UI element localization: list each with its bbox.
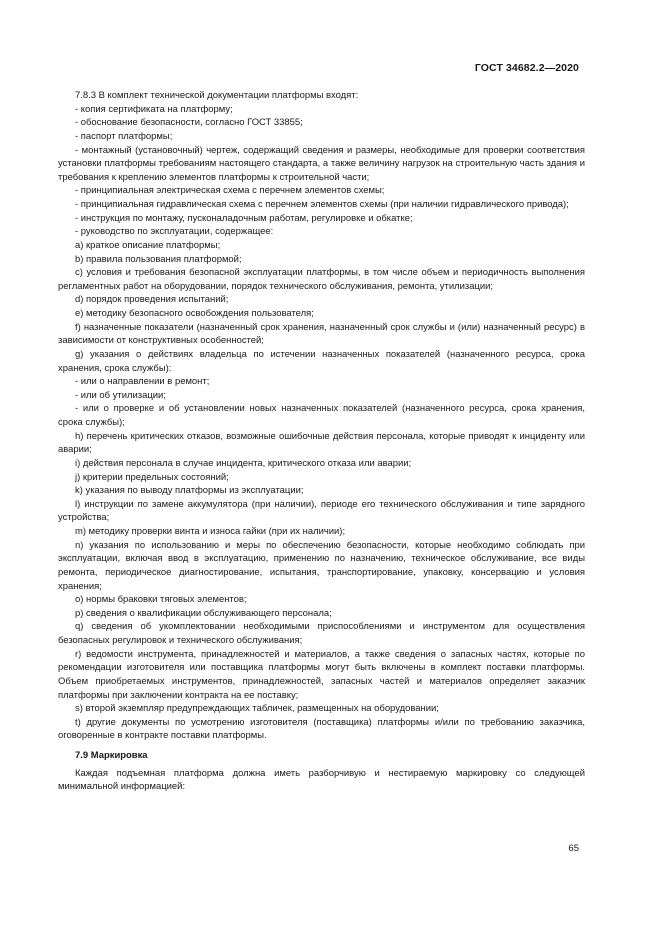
list-item: m) методику проверки винта и износа гайки (при их наличии); bbox=[75, 526, 346, 537]
list-item: - или об утилизации; bbox=[75, 389, 166, 401]
document-body bbox=[58, 89, 585, 794]
list-item: n) указания по использованию и меры по обеспечению безопасности, которые необходимо соблюдать при эксплуатации, включая ввод в эксплуатацию, применению по назначению, техническое обслуживание, все виды ремонта, периодическое диагностирование, испытания, транспортирование, упаковку, консервацию и условия хранения; bbox=[58, 539, 585, 592]
list-item: - принципиальная электрическая схема с перечнем элементов схемы; bbox=[75, 185, 385, 197]
list-item: - принципиальная гидравлическая схема с перечнем элементов схемы (при наличии гидравлического привода); bbox=[75, 199, 569, 210]
list-item: j) критерии предельных состояний; bbox=[75, 471, 229, 483]
list-item: - или о проверке и об установлении новых назначенных показателей (назначенного ресурса, срока хранения, срока службы); bbox=[58, 403, 585, 428]
list-item: f) назначенные показатели (назначенный срок хранения, назначенный срок службы и (или) назначенный ресурс) в зависимости от конструктивных особенностей; bbox=[58, 321, 585, 347]
list-item: d) порядок проведения испытаний; bbox=[75, 294, 229, 306]
list-item: t) другие документы по усмотрению изготовителя (поставщика) платформы и/или по требованию заказчика, оговоренные в контракте поставки платформы. bbox=[58, 716, 585, 742]
page-number: 65 bbox=[568, 843, 579, 854]
list-item: - монтажный (установочный) чертеж, содержащий сведения и размеры, необходимые для проверки соответствия установки платформы требованиям настоящего стандарта, а также величину нагрузок на строительную часть здания и требования к креплению элементов платформы к строительной части; bbox=[58, 144, 585, 183]
paragraph-7-8-3: 7.8.3 В комплект технической документации платформы входят: bbox=[75, 90, 359, 101]
list-item: - инструкция по монтажу, пусконаладочным работам, регулировке и обкатке; bbox=[75, 212, 413, 224]
list-item: g) указания о действиях владельца по истечении назначенных показателей (назначенного ресурса, срока хранения, срока службы): bbox=[58, 348, 585, 374]
list-item: - руководство по эксплуатации, содержащее: bbox=[75, 226, 274, 238]
list-item: - или о направлении в ремонт; bbox=[75, 376, 210, 388]
list-item: e) методику безопасного освобождения пользователя; bbox=[75, 308, 314, 319]
list-item: - копия сертификата на платформу; bbox=[75, 103, 233, 115]
list-item: r) ведомости инструмента, принадлежностей и материалов, а также сведения о запасных частях, которые по рекомендации изготовителя или поставщика платформы могут быть включены в комплект поставки платформы. Объем приобретаемых инструментов, принадлежностей, запасных частей и материалов определяет заказчик платформы при заключении контракта на ее поставку; bbox=[58, 648, 585, 701]
list-item: s) второй экземпляр предупреждающих табличек, размещенных на оборудовании; bbox=[75, 703, 439, 715]
list-item: q) сведения об укомплектовании необходимыми приспособлениями и инструментом для осуществления безопасных регулировок и технического обслуживания; bbox=[58, 621, 585, 646]
list-item: - обоснование безопасности, согласно ГОСТ 33855; bbox=[75, 117, 303, 129]
list-item: a) краткое описание платформы; bbox=[75, 239, 221, 251]
list-item: h) перечень критических отказов, возможные ошибочные действия персонала, которые приводят к инциденту или аварии; bbox=[58, 430, 585, 456]
list-item: l) инструкции по замене аккумулятора (при наличии), периоде его технического обслуживания и типе зарядного устройства; bbox=[58, 498, 585, 524]
section-paragraph: Каждая подъемная платформа должна иметь разборчивую и нестираемую маркировку со следующей минимальной информацией: bbox=[58, 767, 585, 793]
list-item: b) правила пользования платформой; bbox=[75, 253, 242, 265]
list-item: - паспорт платформы; bbox=[75, 130, 173, 142]
document-code: ГОСТ 34682.2—2020 bbox=[474, 62, 579, 74]
list-item: k) указания по выводу платформы из эксплуатации; bbox=[75, 485, 304, 497]
list-item: i) действия персонала в случае инцидента, критического отказа или аварии; bbox=[75, 457, 412, 469]
list-item: c) условия и требования безопасной эксплуатации платформы, в том числе объем и периодичность выполнения регламентных работ на оборудовании, порядок технического обслуживания, ремонта, утилизации; bbox=[58, 267, 585, 292]
section-heading: 7.9 Маркировка bbox=[75, 750, 148, 761]
list-item: o) нормы браковки тяговых элементов; bbox=[75, 594, 247, 606]
list-item: p) сведения о квалификации обслуживающего персонала; bbox=[75, 607, 332, 619]
